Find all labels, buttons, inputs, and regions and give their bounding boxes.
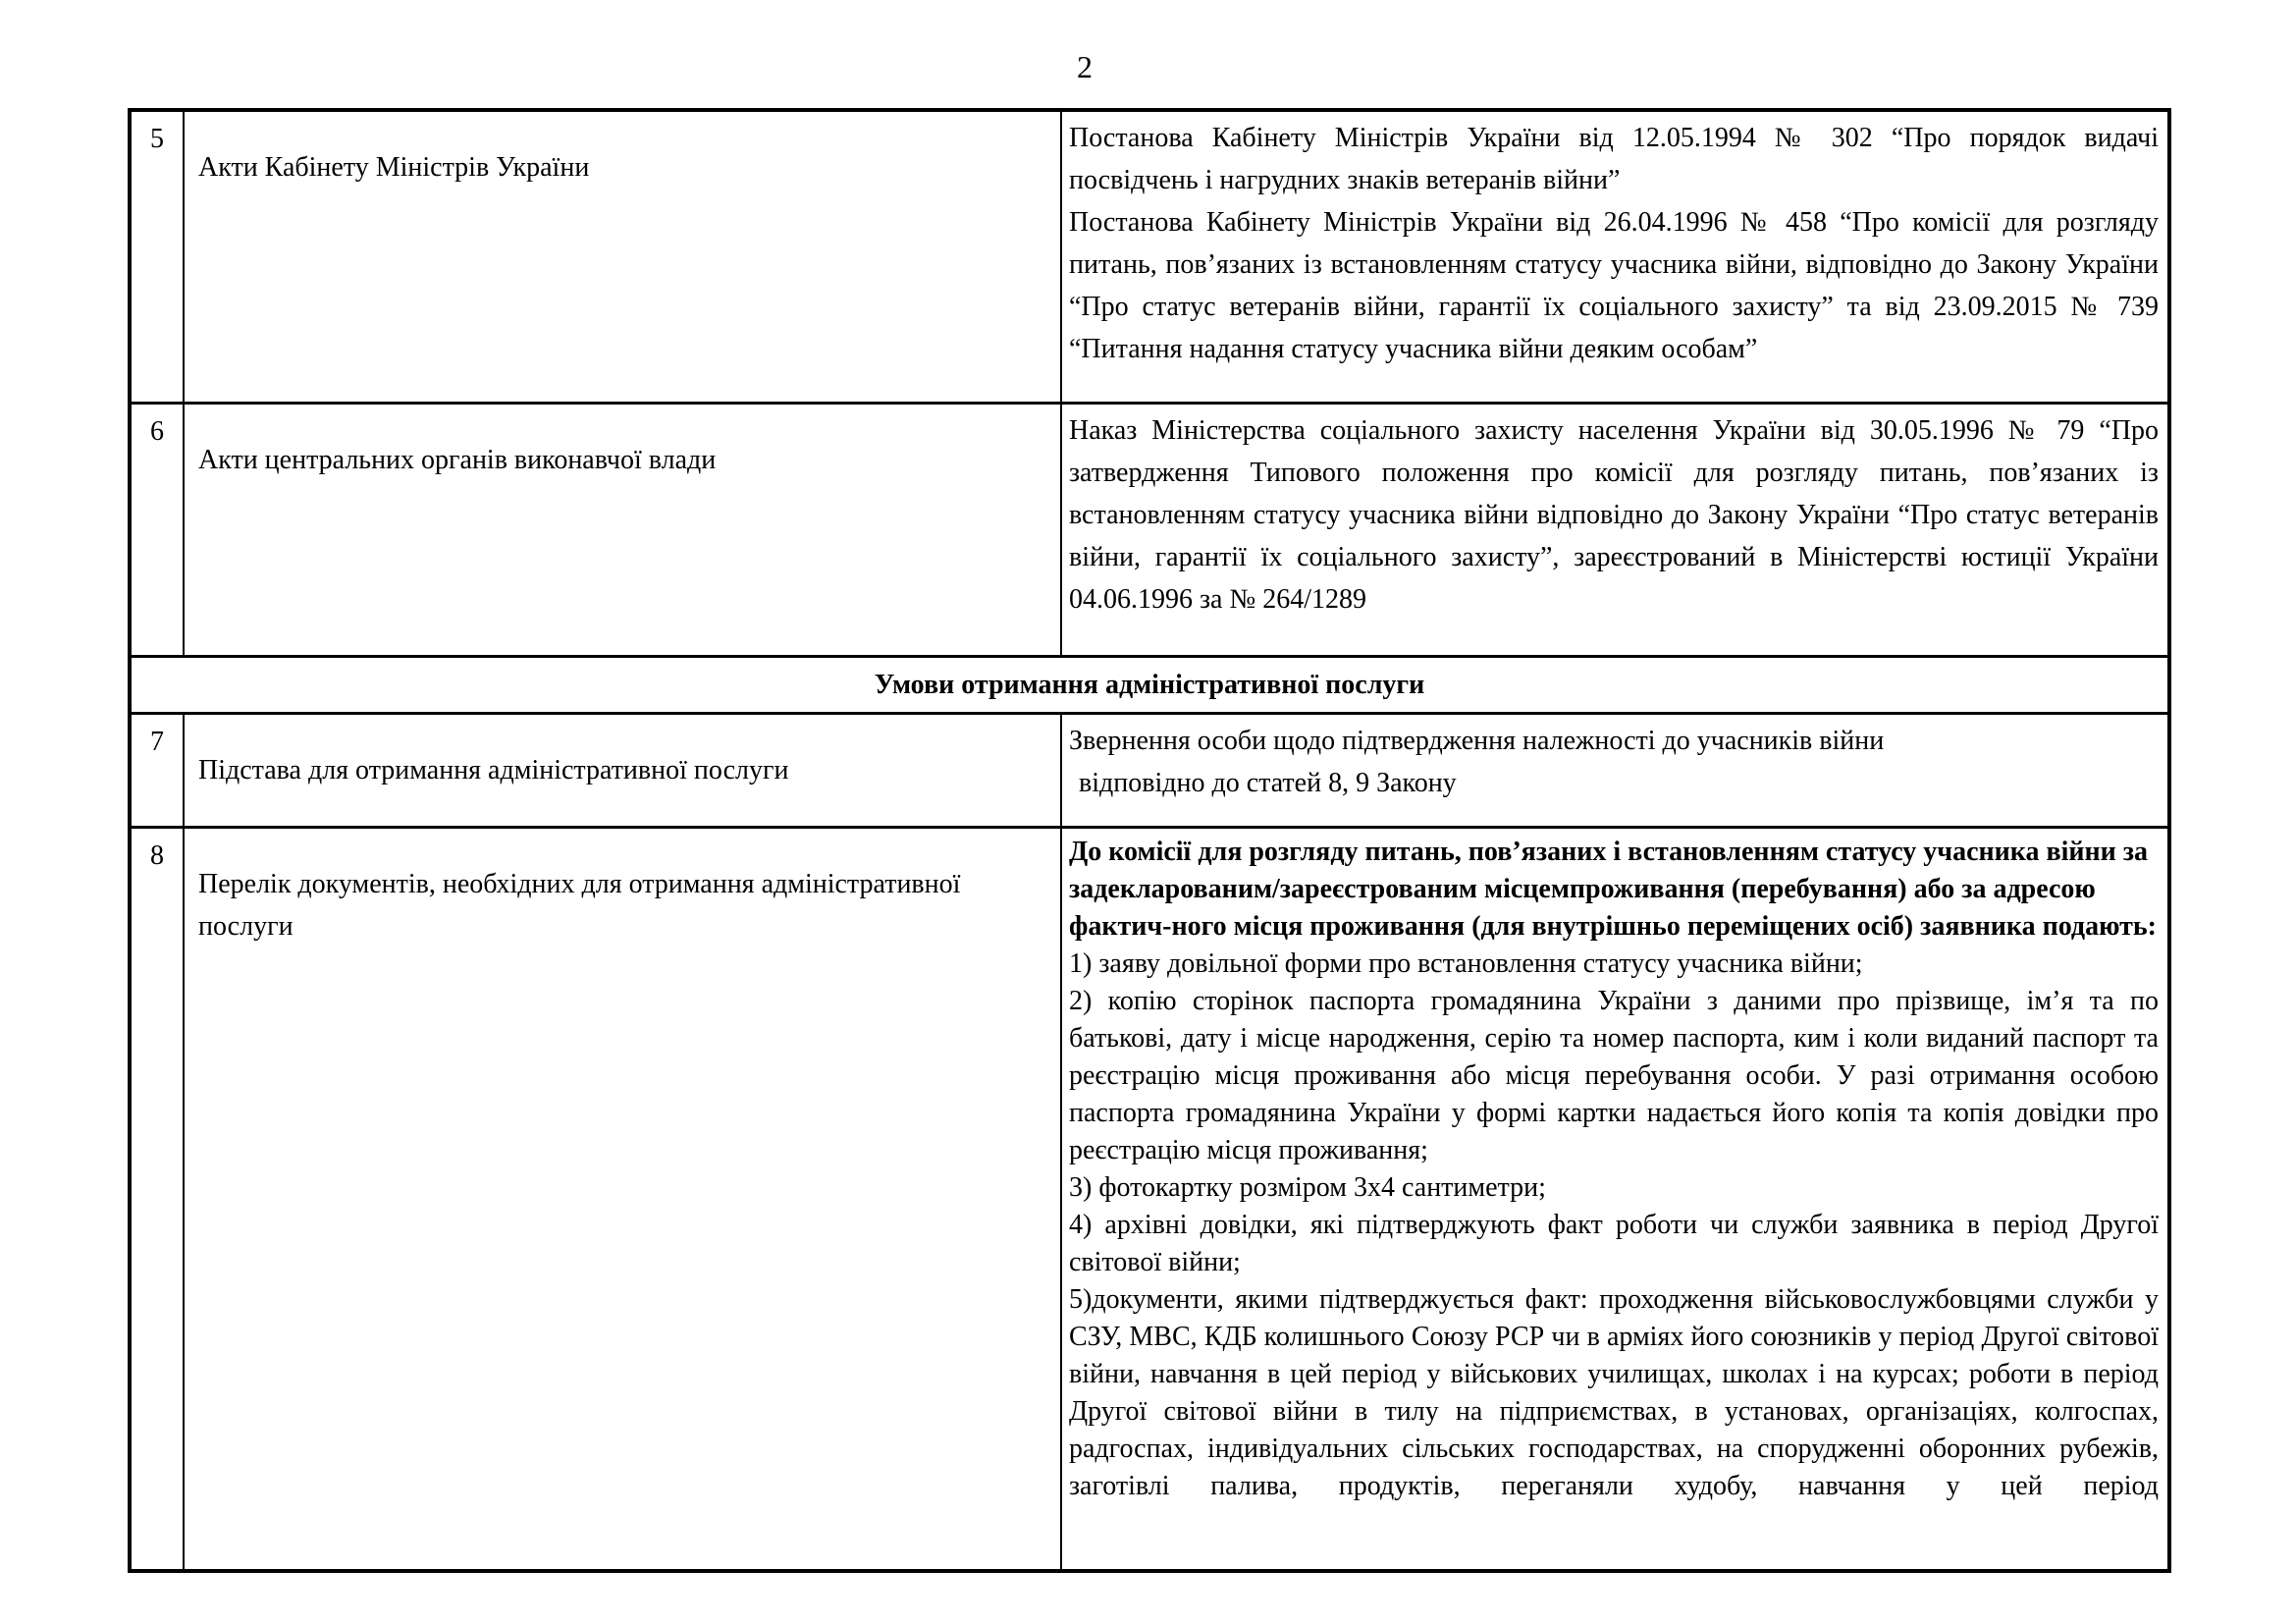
paragraph: відповідно до статей 8, 9 Закону [1079,767,1457,798]
section-header: Умови отримання адміністративної послуги [130,656,2169,713]
paragraph: Постанова Кабінету Міністрів України від 26.04.1996 № 458 “Про комісії для розгляду питань, пов’язаних із встановленням статусу учасника війни, відповідно до Закону України “Про статус ветеранів війни, гарантії їх соціального захисту” та від 23.09.2015 № 739 “Питання надання статусу учасника війни деяким особам” [1069,207,2159,364]
row-label: Акти Кабінету Міністрів України [198,152,590,183]
table-row-acts-cabinet [130,110,2169,403]
row-content-cell [1061,110,2169,403]
paragraph-item-1: 1) заяву довільної форми про встановлення статусу учасника війни; [1069,947,1863,979]
row-number-cell: 8 [130,827,184,1571]
paragraph-bold-intro: До комісії для розгляду питань, пов’язаних і встановленням статусу учасника війни за задекларованим/зареєстрованим місцемпроживання (перебування) або за адресою фактич-ного місця проживання (для внутрішньо переміщених осіб) заявника подають: [1069,836,2157,942]
paragraph-item-2: 2) копію сторінок паспорта громадянина України з даними про прізвище, ім’я та по батькові, дату і місце народження, серію та номер паспорта, ким і коли виданий паспорт та реєстрацію місця проживання або місця перебування особи. У разі отримання особою паспорта громадянина України у формі картки надається його копія та копія довідки про реєстрацію місця проживання; [1069,985,2159,1165]
row-number-cell: 5 [130,110,184,403]
row-label: Акти центральних органів виконавчої влади [198,444,717,475]
page-number: 2 [1077,49,1093,84]
paragraph-item-3: 3) фотокартку розміром 3х4 сантиметри; [1069,1171,1546,1203]
row-label-cell [184,110,1061,403]
paragraph: Звернення особи щодо підтвердження належності до учасників війни [1069,725,1885,756]
row-content-cell [1061,827,2169,1571]
row-content-cell [1061,403,2169,656]
paragraph: Наказ Міністерства соціального захисту населення України від 30.05.1996 № 79 “Про затвердження Типового положення про комісії для розгляду питань, пов’язаних із встановленням статусу учасника війни відповідно до Закону України “Про статус ветеранів війни, гарантії їх соціального захисту”, зареєстрований в Міністерстві юстиції України 04.06.1996 за № 264/1289 [1069,414,2159,615]
row-number-cell: 7 [130,713,184,827]
table-row-basis [130,713,2169,827]
table-row-acts-central [130,403,2169,656]
service-info-table [128,108,2171,1573]
row-label-cell [184,713,1061,827]
row-label: Підстава для отримання адміністративної послуги [198,754,789,785]
row-content-cell [1061,713,2169,827]
row-number-cell: 6 [130,403,184,656]
paragraph: Постанова Кабінету Міністрів України від 12.05.1994 № 302 “Про порядок видачі посвідчень і нагрудних знаків ветеранів війни” [1069,123,2159,195]
row-label-cell [184,403,1061,656]
row-label: Перелік документів, необхідних для отримання адміністративної послуги [198,868,961,942]
table-row-documents [130,827,2169,1571]
table-row-section-header [130,656,2169,713]
row-label-cell [184,827,1061,1571]
paragraph-item-4: 4) архівні довідки, які підтверджують факт роботи чи служби заявника в період Другої світової війни; [1069,1209,2159,1277]
paragraph-item-5: 5)документи, якими підтверджується факт: проходження військовослужбовцями служби у СЗУ, МВС, КДБ колишнього Союзу РСР чи в арміях його союзників у період Другої світової війни, навчання в цей період у військових училищах, школах і на курсах; роботи в період Другої світової війни в тилу на підприємствах, в установах, організаціях, колгоспах, радгоспах, індивідуальних сільських господарствах, на спорудженні оборонних рубежів, заготівлі палива, продуктів, переганяли худобу, навчання у цей період [1069,1283,2159,1501]
